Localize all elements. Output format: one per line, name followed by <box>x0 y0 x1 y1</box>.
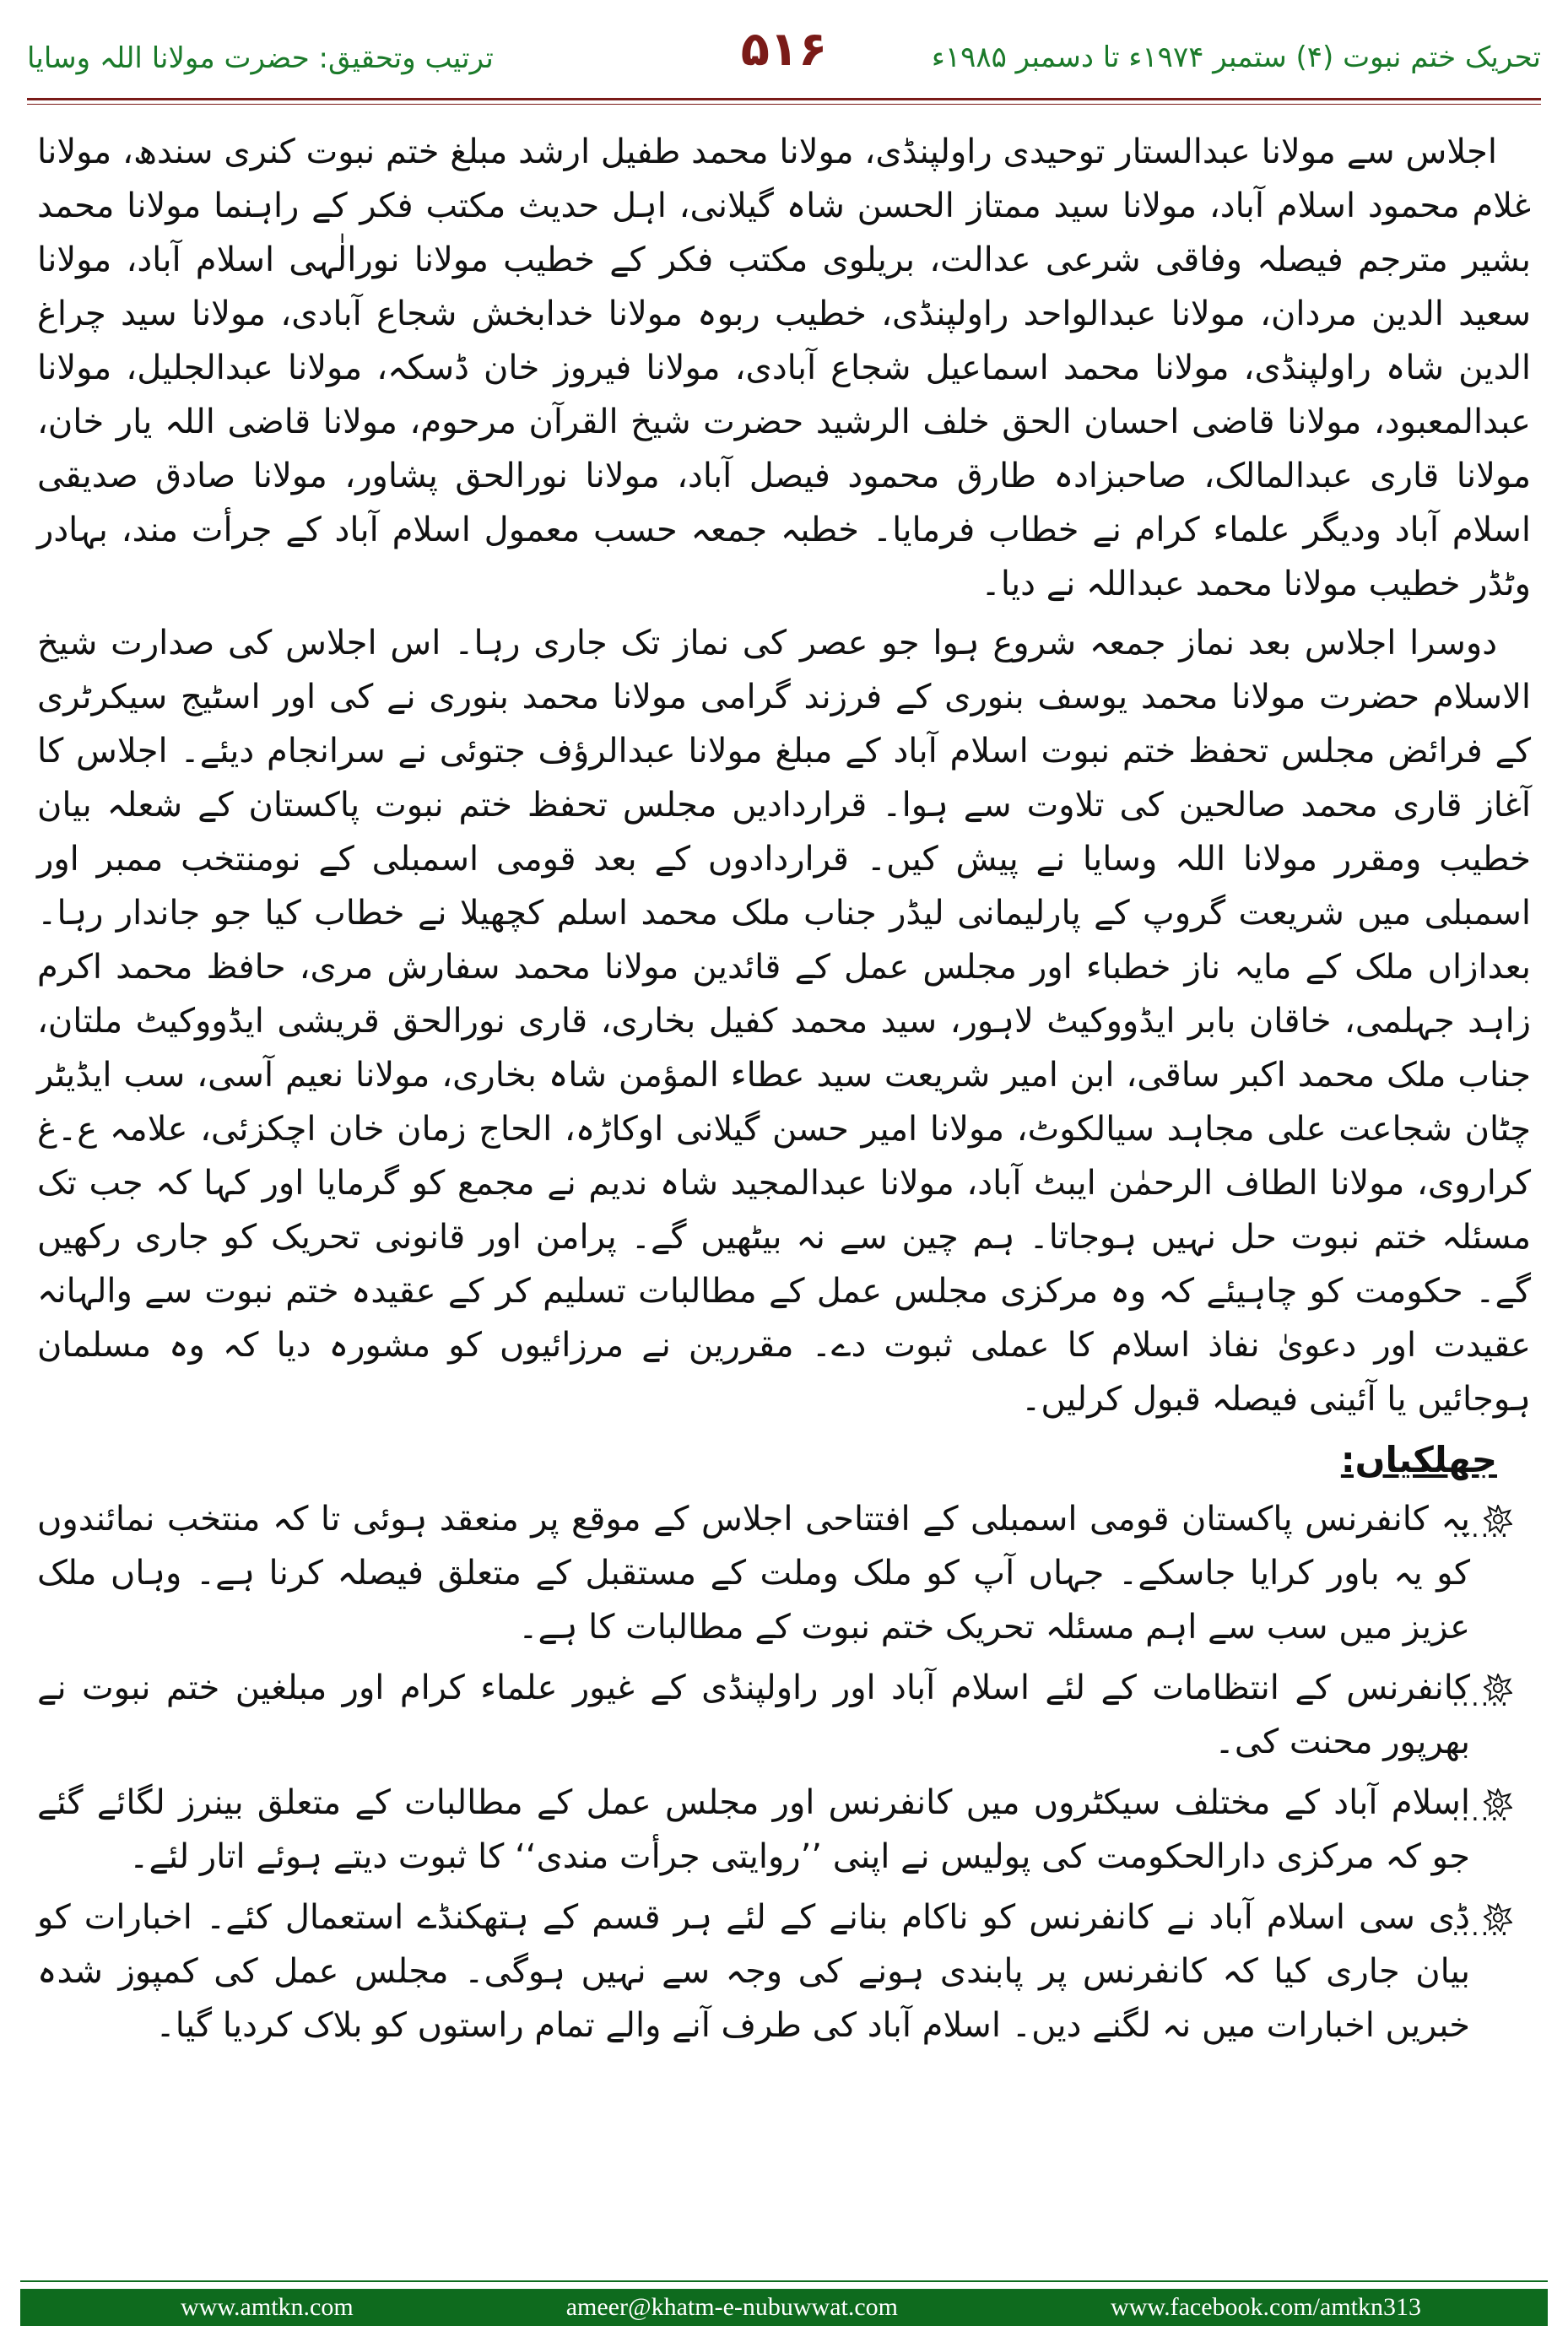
bullet-text: ڈی سی اسلام آباد نے کانفرنس کو ناکام بنانے کے لئے ہر قسم کے ہتھکنڈے استعمال کئے۔ اخبارات کو بیان جاری کیا کہ کانفرنس پر پابندی ہونے کی وجہ سے نہیں ہوگی۔ مجلس عمل کی کمپوز شدہ خبریں اخبارات میں نہ لگنے دیں۔ اسلام آباد کی طرف آنے والے تمام راستوں کو بلاک کردیا گیا۔ <box>37 1898 1470 2045</box>
page-footer <box>20 2289 1548 2326</box>
page-number: ۵۱۶ <box>740 22 828 77</box>
bullet-dots: ...... <box>1452 1798 1511 1827</box>
bullet-dots: ...... <box>1452 1683 1511 1712</box>
bullet-text: یہ کانفرنس پاکستان قومی اسمبلی کے افتتاحی اجلاس کے موقع پر منعقد ہوئی تا کہ منتخب نمائندوں کو یہ باور کرایا جاسکے۔ جہاں آپ کو ملک وملت کے مستقبل کے متعلق فیصلہ کرنا ہے۔ وہاں ملک عزیز میں سب سے اہم مسئلہ تحریک ختم نبوت کے مطالبات کا ہے۔ <box>37 1500 1470 1647</box>
bullet-dots: ...... <box>1452 1912 1511 1942</box>
header-divider <box>27 98 1541 100</box>
page-header <box>27 15 1541 93</box>
paragraph-second-session: دوسرا اجلاس بعد نماز جمعہ شروع ہوا جو عصر کی نماز تک جاری رہا۔ اس اجلاس کی صدارت شیخ الاسلام حضرت مولانا محمد یوسف بنوری کے فرزند گرامی مولانا محمد بنوری نے کی اور اسٹیج سیکرٹری کے فرائض مجلس تحفظ ختم نبوت اسلام آباد کے مبلغ مولانا عبدالرؤف جتوئی نے سرانجام دیئے۔ اجلاس کا آغاز قاری محمد صالحین کی تلاوت سے ہوا۔ قراردادیں مجلس تحفظ ختم نبوت پاکستان کے شعلہ بیان خطیب ومقرر مولانا اللہ وسایا نے پیش کیں۔ قراردادوں کے بعد قومی اسمبلی کے نومنتخب ممبر اور اسمبلی میں شریعت گروپ کے پارلیمانی لیڈر جناب ملک محمد اسلم کچھیلا نے خطاب کیا جو جاندار رہا۔ بعدازاں ملک کے مایہ ناز خطباء اور مجلس عمل کے قائدین مولانا محمد سفارش مری، حافظ محمد اکرم زاہد جہلمی، خاقان بابر ایڈووکیٹ لاہور، سید محمد کفیل بخاری، قاری نورالحق قریشی ایڈووکیٹ ملتان، جناب ملک محمد اکبر ساقی، ابن امیر شریعت سید عطاء المؤمن شاہ بخاری، مولانا نعیم آسی، سب ایڈیٹر چٹان شجاعت علی مجاہد سیالکوٹ، مولانا امیر حسن گیلانی اوکاڑہ، الحاج زمان خان اچکزئی، علامہ ع۔غ کراروی، مولانا الطاف الرحمٰن ایبٹ آباد، مولانا عبدالمجید شاہ ندیم نے مجمع کو گرمایا اور کہا کہ جب تک مسئلہ ختم نبوت حل نہیں ہوجاتا۔ ہم چین سے نہ بیٹھیں گے۔ پرامن اور قانونی تحریک کو جاری رکھیں گے۔ حکومت کو چاہیئے کہ وہ مرکزی مجلس عمل کے مطالبات تسلیم کر کے عقیدہ ختم نبوت سے والہانہ عقیدت اور دعویٰ نفاذ اسلام کا عملی ثبوت دے۔ مقررین نے مرزائیوں کو مشورہ دیا کہ وہ مسلمان ہوجائیں یا آئینی فیصلہ قبول کرلیں۔ <box>37 624 1531 1419</box>
list-item <box>37 1492 1531 1654</box>
list-item <box>37 1776 1531 1884</box>
list-item <box>37 1661 1531 1769</box>
series-title: تحریک ختم نبوت (۴) ستمبر ۱۹۷۴ء تا دسمبر ۱۹۸۵ء <box>931 41 1541 74</box>
footer-website-link[interactable]: www.amtkn.com <box>181 2293 354 2321</box>
bullet-dots: ...... <box>1452 1514 1511 1544</box>
footer-divider <box>20 2280 1548 2282</box>
bullet-text: اسلام آباد کے مختلف سیکٹروں میں کانفرنس اور مجلس عمل کے مطالبات کے متعلق بینرز لگائے گئے جو کہ مرکزی دارالحکومت کی پولیس نے اپنی ’’روایتی جرأت مندی‘‘ کا ثبوت دیتے ہوئے اتار لئے۔ <box>37 1783 1470 1876</box>
bullet-marker <box>1452 1502 1531 1544</box>
header-divider-thin <box>27 104 1541 105</box>
compiler-credit: ترتیب وتحقیق: حضرت مولانا اللہ وسایا <box>27 41 494 75</box>
page-body <box>37 125 1531 2059</box>
bullet-marker <box>1452 1901 1531 1942</box>
bullet-marker <box>1452 1671 1531 1712</box>
footer-facebook-link[interactable]: www.facebook.com/amtkn313 <box>1111 2293 1421 2321</box>
bullet-marker <box>1452 1786 1531 1827</box>
highlights-list <box>37 1492 1531 2053</box>
footer-email-link[interactable]: ameer@khatm-e-nubuwwat.com <box>565 2293 899 2321</box>
paragraph-first-session-speakers: اجلاس سے مولانا عبدالستار توحیدی راولپنڈی، مولانا محمد طفیل ارشد مبلغ ختم نبوت کنری سندھ، مولانا غلام محمود اسلام آباد، مولانا سید ممتاز الحسن شاہ گیلانی، اہل حدیث مکتب فکر کے راہنما مولانا محمد بشیر مترجم فیصلہ وفاقی شرعی عدالت، بریلوی مکتب فکر کے خطیب مولانا نورالٰہی اسلام آباد، مولانا سعید الدین مردان، مولانا عبدالواحد راولپنڈی، خطیب ربوہ مولانا خدابخش شجاع آبادی، مولانا سید چراغ الدین شاہ راولپنڈی، مولانا محمد اسماعیل شجاع آبادی، مولانا فیروز خان ڈسکہ، مولانا عبدالجلیل، مولانا عبدالمعبود، مولانا قاضی احسان الحق خلف الرشید حضرت شیخ القرآن مرحوم، مولانا قاضی اللہ یار خان، مولانا قاری عبدالمالک، صاحبزادہ طارق محمود فیصل آباد، مولانا نورالحق پشاور، مولانا صادق صدیقی اسلام آباد ودیگر علماء کرام نے خطاب فرمایا۔ خطبہ جمعہ حسب معمول اسلام آباد کے جرأت مند، بہادر وٹڈر خطیب مولانا محمد عبداللہ نے دیا۔ <box>37 133 1531 603</box>
bullet-text: کانفرنس کے انتظامات کے لئے اسلام آباد اور راولپنڈی کے غیور علماء کرام اور مبلغین ختم نبوت نے بھرپور محنت کی۔ <box>37 1669 1470 1761</box>
list-item <box>37 1890 1531 2053</box>
highlights-heading: جھلکیاں: <box>1340 1439 1497 1480</box>
